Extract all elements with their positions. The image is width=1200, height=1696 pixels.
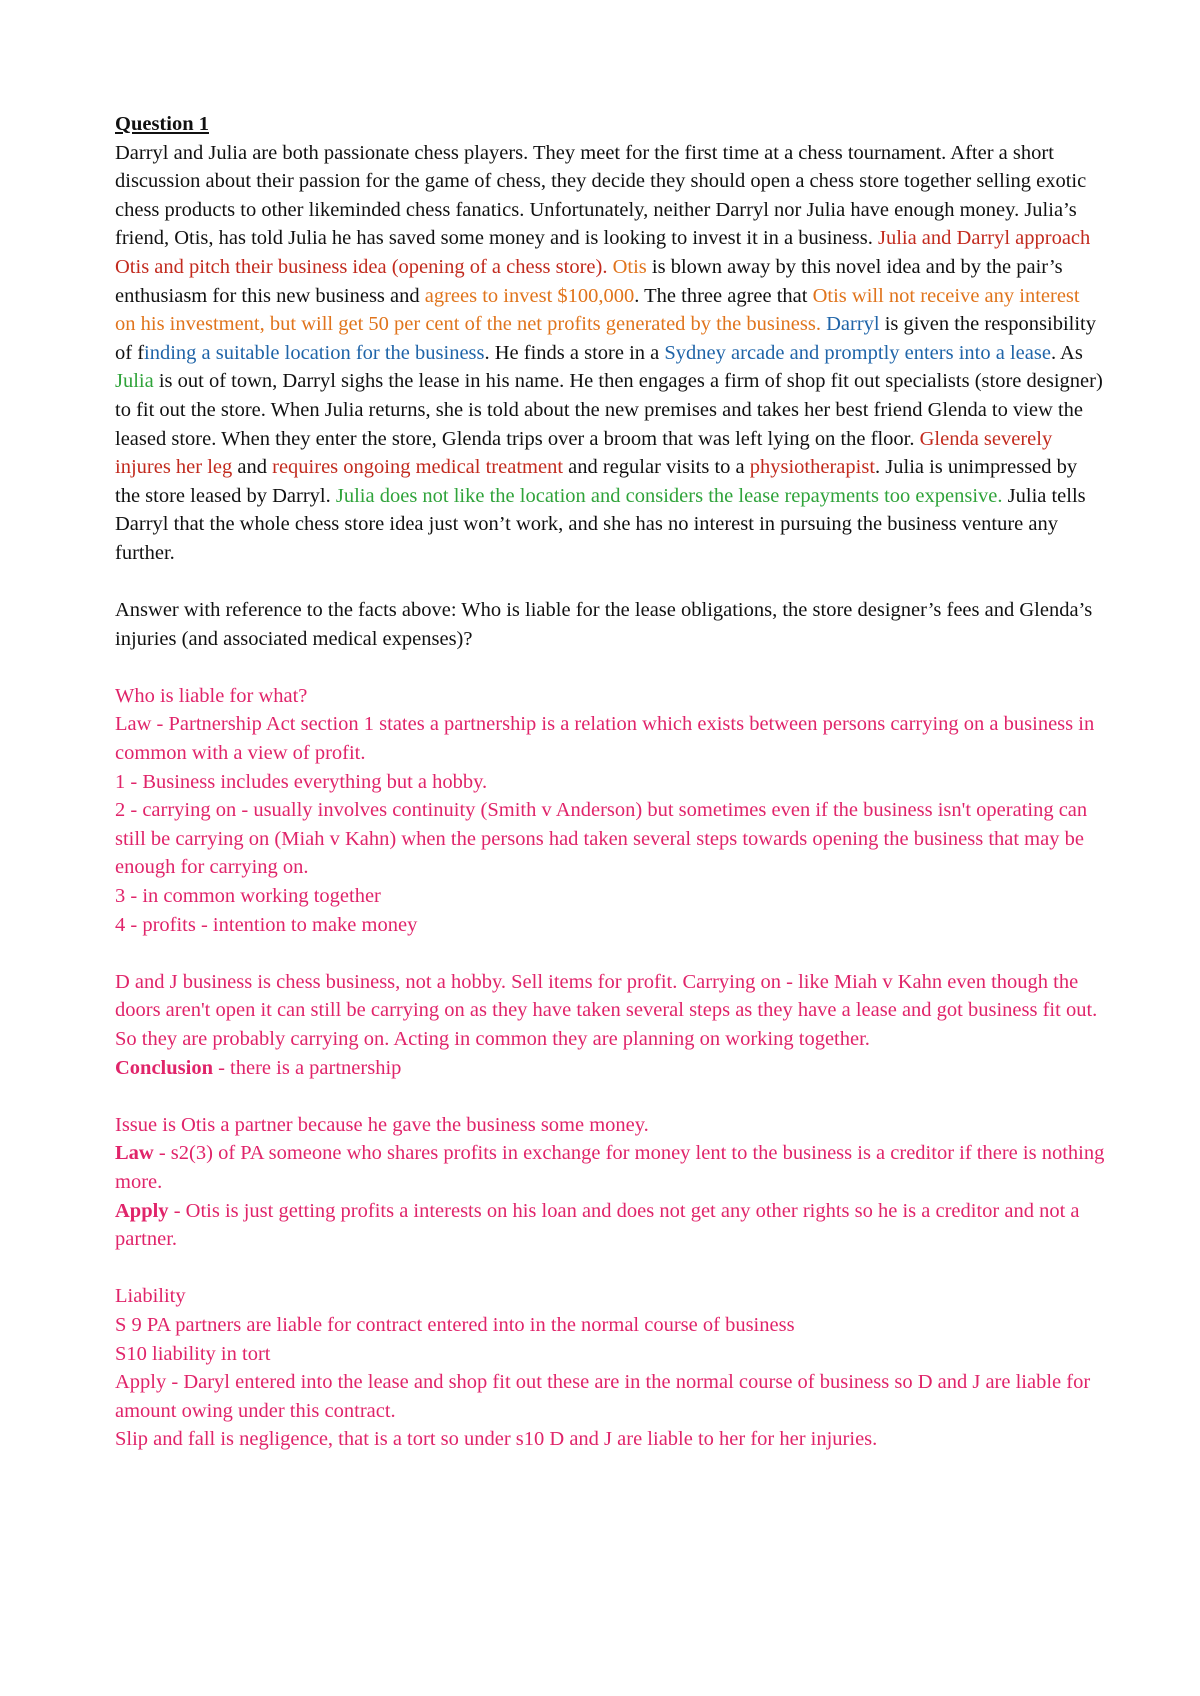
notes-line: 3 - in common working together bbox=[115, 885, 381, 908]
notes-line: 4 - profits - intention to make money bbox=[115, 913, 418, 936]
notes-line: 2 - carrying on - usually involves continuity (Smith v Anderson) but sometimes even if the business isn't operating can still be carrying on (Miah v Kahn) when the persons had taken several steps towards opening the business that may be enough for carrying on. bbox=[115, 799, 1088, 879]
facts-run: Otis bbox=[612, 255, 647, 278]
notes-apply bbox=[115, 1197, 1105, 1254]
facts-run: and regular visits to a bbox=[563, 456, 750, 479]
facts-run: Julia tells Darryl that the whole chess store idea just won’t work, and she has no interest in pursuing the business venture any further. bbox=[115, 484, 1086, 564]
question-heading: Question 1 bbox=[115, 113, 209, 135]
notes-line: S 9 PA partners are liable for contract entered into in the normal course of business bbox=[115, 1313, 795, 1336]
facts-run: is blown away by this novel idea and by the pair’s enthusiasm for this new business and bbox=[115, 255, 1063, 307]
law-text: - s2(3) of PA someone who shares profits in exchange for money lent to the business is a creditor if there is nothing more. bbox=[115, 1142, 1105, 1193]
notes-application-paragraph: D and J business is chess business, not a hobby. Sell items for profit. Carrying on - like Miah v Kahn even though the doors aren't open it can still be carrying on as they have taken several steps as they have a lease and got business fit out. So they are probably carrying on. Acting in common they are planning on working together. bbox=[115, 970, 1098, 1050]
facts-run: Julia bbox=[115, 370, 154, 393]
facts-run: Glenda severely injures her leg bbox=[115, 427, 1053, 479]
facts-run: is given the responsibility of f bbox=[115, 313, 1096, 364]
facts-run: . As bbox=[1050, 341, 1083, 364]
spacer bbox=[115, 653, 1105, 682]
question-prompt: Answer with reference to the facts above: Who is liable for the lease obligations, the store designer’s fees and Glenda’s injuries (and associated medical expenses)? bbox=[115, 599, 1093, 650]
spacer bbox=[115, 1082, 1105, 1111]
facts-run: is out of town, Darryl sighs the lease in his name. He then engages a firm of shop fit out specialists (store designer) to fit out the store. When Julia returns, she is told about the new premises and takes her best friend Glenda to view the leased store. When they enter the store, Glenda trips over a broom that was left lying on the floor. bbox=[115, 370, 1103, 450]
notes-line: Law - Partnership Act section 1 states a partnership is a relation which exists between persons carrying on a business in common with a view of profit. bbox=[115, 713, 1095, 765]
facts-run: Otis will not receive any interest on his investment, but will get 50 per cent of the net profits generated by the business. bbox=[115, 284, 1080, 336]
apply-label: Apply bbox=[115, 1199, 169, 1222]
notes-line: S10 liability in tort bbox=[115, 1342, 271, 1365]
facts-run: . He finds a store in a bbox=[484, 341, 665, 364]
answer-notes bbox=[115, 682, 1105, 1454]
facts-run: Sydney arcade and promptly enters into a lease bbox=[664, 341, 1051, 364]
notes-conclusion bbox=[115, 1054, 1105, 1083]
question-facts-paragraph bbox=[115, 139, 1105, 568]
facts-run: . Julia is unimpressed by the store leased by Darryl. bbox=[115, 456, 1078, 507]
facts-run: Darryl bbox=[826, 313, 880, 336]
law-label: Law bbox=[115, 1142, 154, 1165]
facts-run: . The three agree that bbox=[634, 284, 813, 307]
notes-issue: Issue is Otis a partner because he gave the business some money. bbox=[115, 1113, 649, 1136]
facts-run: and bbox=[232, 456, 273, 479]
conclusion-label: Conclusion bbox=[115, 1056, 213, 1079]
facts-run: inding a suitable location for the business bbox=[144, 341, 485, 364]
facts-run: agrees to invest $100,000 bbox=[424, 284, 635, 307]
facts-run: requires ongoing medical treatment bbox=[272, 456, 564, 479]
conclusion-text: - there is a partnership bbox=[212, 1056, 402, 1079]
facts-run: Julia does not like the location and considers the lease repayments too expensive. bbox=[335, 484, 1003, 507]
notes-line: Slip and fall is negligence, that is a tort so under s10 D and J are liable to her for her injuries. bbox=[115, 1428, 878, 1451]
notes-line: 1 - Business includes everything but a hobby. bbox=[115, 770, 488, 793]
facts-run: Julia and Darryl approach Otis and pitch their business idea (opening of a chess store). bbox=[115, 227, 1091, 278]
spacer bbox=[115, 939, 1105, 968]
apply-text: - Otis is just getting profits a interests on his loan and does not get any other rights so he is a creditor and not a partner. bbox=[115, 1199, 1080, 1251]
notes-line: Liability bbox=[115, 1285, 186, 1308]
spacer bbox=[115, 568, 1105, 597]
notes-line: Apply - Daryl entered into the lease and shop fit out these are in the normal course of business so D and J are liable for amount owing under this contract. bbox=[115, 1371, 1091, 1422]
notes-law bbox=[115, 1139, 1105, 1196]
facts-run: Darryl and Julia are both passionate chess players. They meet for the first time at a chess tournament. After a short discussion about their passion for the game of chess, they decide they should open a chess store together selling exotic chess products to other likeminded chess fanatics. Unfortunately, neither Darryl nor Julia have enough money. Julia’s friend, Otis, has told Julia he has saved some money and is looking to invest it in a business. bbox=[115, 141, 1087, 250]
document-page bbox=[115, 110, 1105, 1454]
notes-line: Who is liable for what? bbox=[115, 684, 308, 707]
spacer bbox=[115, 1254, 1105, 1283]
facts-run: physiotherapist bbox=[749, 456, 876, 479]
